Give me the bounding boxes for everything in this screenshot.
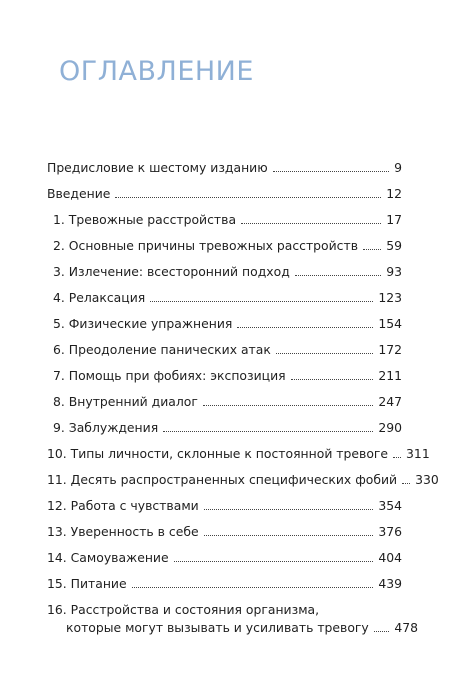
toc-entry-page: 211: [378, 368, 402, 383]
toc-entry-chapter-1[interactable]: [53, 212, 402, 228]
toc-entry-chapter-12[interactable]: [47, 498, 402, 514]
toc-leader-dots: [241, 222, 381, 224]
toc-entry-page: 9: [394, 160, 402, 175]
toc-entry-chapter-4[interactable]: [53, 290, 402, 306]
toc-leader-dots: [132, 586, 374, 588]
toc-entry-page: 478: [394, 620, 418, 635]
toc-entry-label: 15. Питание: [47, 576, 127, 591]
toc-leader-dots: [291, 378, 374, 380]
toc-entry-page: 93: [386, 264, 402, 279]
toc-entry-page: 439: [378, 576, 402, 591]
toc-entry-chapter-9[interactable]: [53, 420, 402, 436]
toc-entry-chapter-8[interactable]: [53, 394, 402, 410]
toc-entry-page: 330: [415, 472, 439, 487]
toc-entry-label: 13. Уверенность в себе: [47, 524, 199, 539]
toc-entry-label: 9. Заблуждения: [53, 420, 159, 435]
toc-entry-label: 11. Десять распространенных специфических фобий: [47, 472, 398, 487]
toc-entry-page: 247: [378, 394, 402, 409]
toc-entry-chapter-3[interactable]: [53, 264, 402, 280]
toc-entry-line-2: [66, 620, 418, 636]
toc-entry-label-line-2: которые могут вызывать и усиливать тревогу: [66, 620, 369, 635]
toc-entry-page: 311: [406, 446, 430, 461]
toc-entry-label-line-1: 16. Расстройства и состояния организма,: [47, 602, 320, 617]
toc-leader-dots: [393, 456, 401, 458]
toc-entry-chapter-7[interactable]: [53, 368, 402, 384]
toc-leader-dots: [204, 508, 374, 510]
toc-leader-dots: [237, 326, 373, 328]
toc-entry-page: 12: [386, 186, 402, 201]
toc-entry-chapter-11[interactable]: [47, 472, 439, 488]
toc-leader-dots: [363, 248, 381, 250]
toc-entry-label: 7. Помощь при фобиях: экспозиция: [53, 368, 286, 383]
toc-entry-label: 4. Релаксация: [53, 290, 146, 305]
toc-entry-page: 354: [378, 498, 402, 513]
toc-entry-label: 3. Излечение: всесторонний подход: [53, 264, 290, 279]
toc-entry-label: 6. Преодоление панических атак: [53, 342, 271, 357]
toc-entry-page: 154: [378, 316, 402, 331]
toc-entry-label: 1. Тревожные расстройства: [53, 212, 237, 227]
toc-leader-dots: [276, 352, 373, 354]
toc-entry-page: 123: [378, 290, 402, 305]
toc-leader-dots: [174, 560, 374, 562]
toc-leader-dots: [150, 300, 373, 302]
toc-entry-chapter-15[interactable]: [47, 576, 402, 592]
toc-entry-chapter-13[interactable]: [47, 524, 402, 540]
toc-entry-chapter-10[interactable]: [47, 446, 430, 462]
toc-entry-intro[interactable]: [47, 186, 402, 202]
toc-entry-label: 14. Самоуважение: [47, 550, 169, 565]
toc-entry-page: 17: [386, 212, 402, 227]
toc-entry-page: 290: [378, 420, 402, 435]
toc-entry-chapter-14[interactable]: [47, 550, 402, 566]
toc-leader-dots: [163, 430, 373, 432]
toc-entry-label: 2. Основные причины тревожных расстройств: [53, 238, 359, 253]
toc-leader-dots: [273, 170, 389, 172]
toc-entry-page: 376: [378, 524, 402, 539]
toc-leader-dots: [295, 274, 381, 276]
toc-leader-dots: [115, 196, 381, 198]
toc-leader-dots: [203, 404, 373, 406]
toc-entry-label: 8. Внутренний диалог: [53, 394, 198, 409]
toc-entry-label: 10. Типы личности, склонные к постоянной тревоге: [47, 446, 389, 461]
toc-leader-dots: [204, 534, 374, 536]
toc-entry-label: 12. Работа с чувствами: [47, 498, 199, 513]
toc-entry-page: 404: [378, 550, 402, 565]
toc-leader-dots: [402, 482, 410, 484]
toc-leader-dots: [374, 630, 390, 632]
toc-entry-page: 59: [386, 238, 402, 253]
toc-entry-page: 172: [378, 342, 402, 357]
toc-entry-chapter-5[interactable]: [53, 316, 402, 332]
page-title: ОГЛАВЛЕНИЕ: [59, 56, 254, 87]
toc-entry-chapter-6[interactable]: [53, 342, 402, 358]
toc-entry-label: Введение: [47, 186, 111, 201]
toc-entry-label: Предисловие к шестому изданию: [47, 160, 268, 175]
toc-entry-chapter-2[interactable]: [53, 238, 402, 254]
toc-entry-preface[interactable]: [47, 160, 402, 176]
toc-entry-label: 5. Физические упражнения: [53, 316, 233, 331]
